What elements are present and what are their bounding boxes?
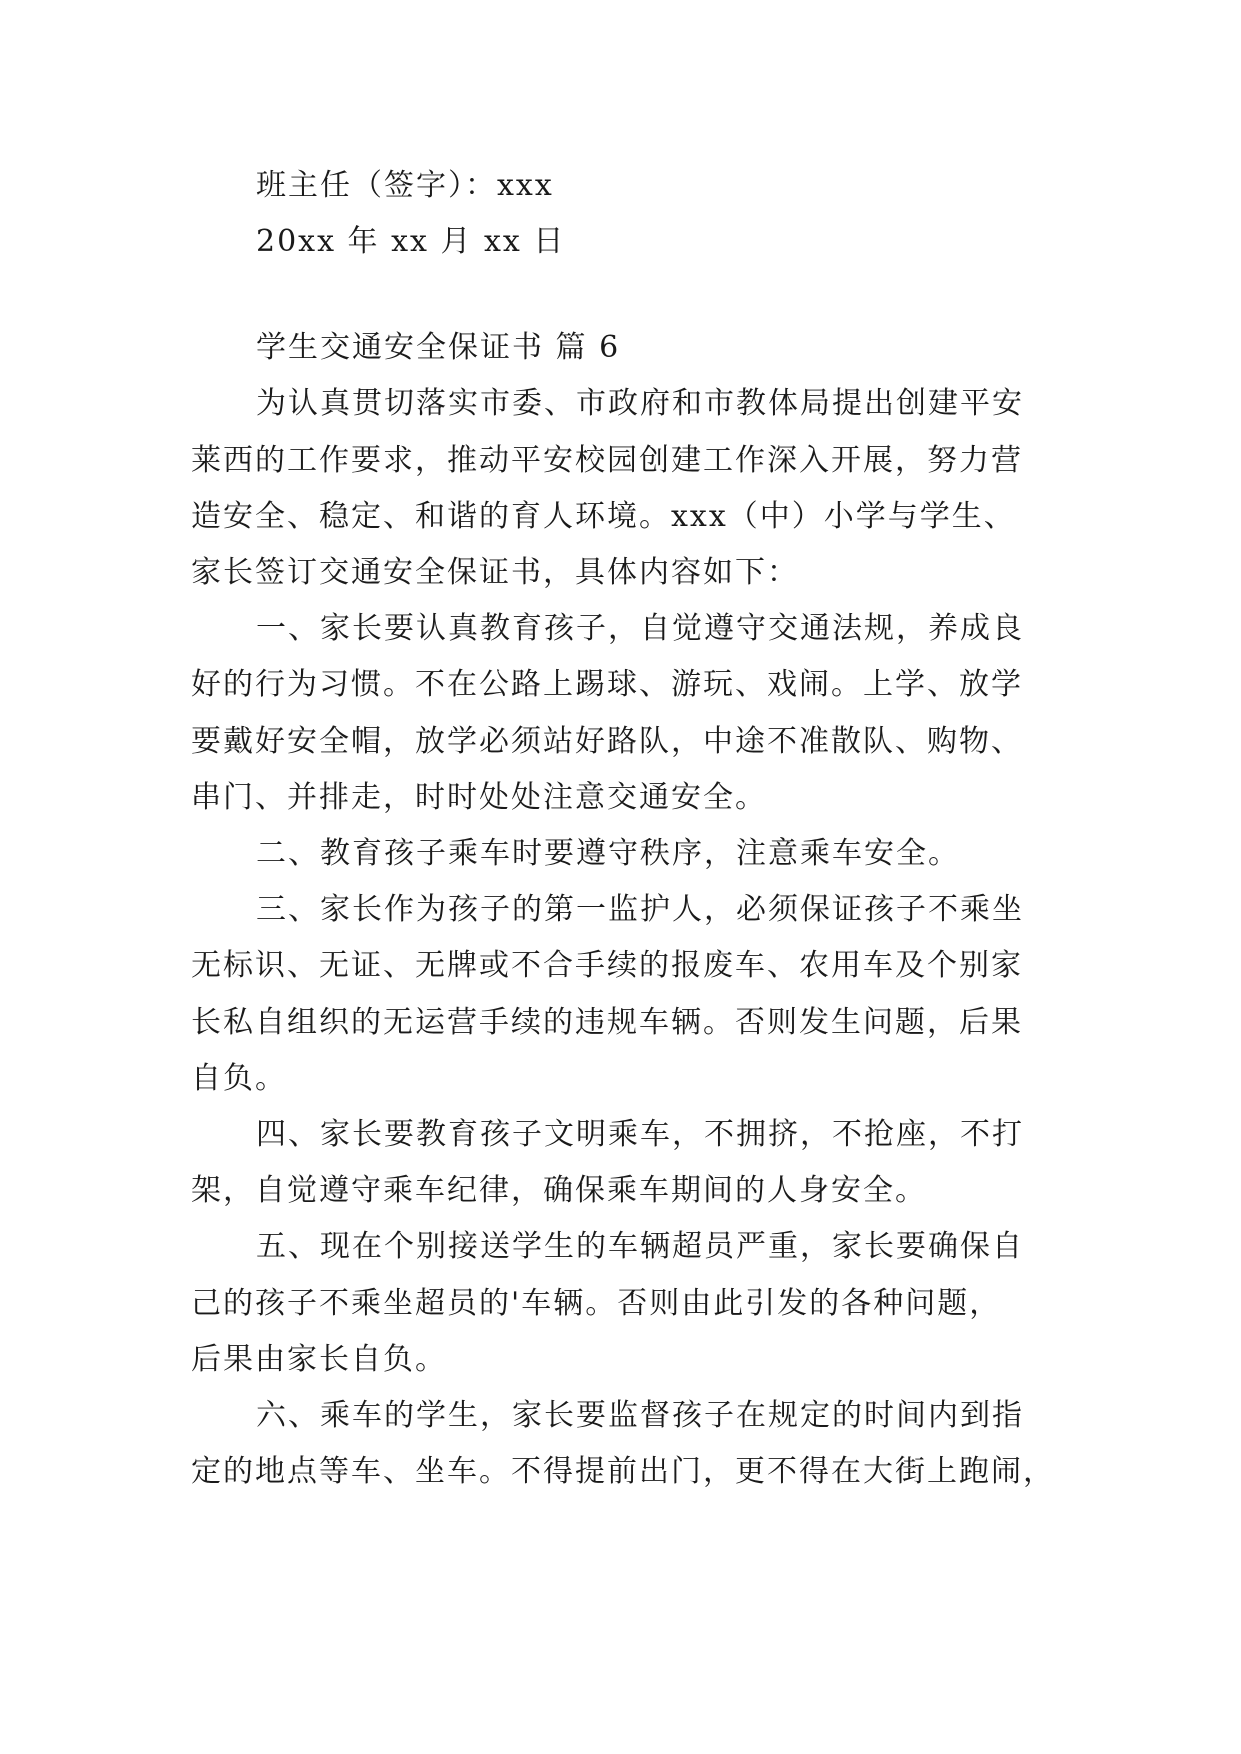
date-line: 20xx 年 xx 月 xx 日 [256,224,566,259]
paragraph-line: 自负。 [191,1061,287,1096]
paragraph-line: 五、现在个别接送学生的车辆超员严重，家长要确保自 [256,1229,1024,1264]
paragraph-line: 架，自觉遵守乘车纪律，确保乘车期间的人身安全。 [191,1173,927,1208]
paragraph-line: 四、家长要教育孩子文明乘车，不拥挤，不抢座，不打 [256,1117,1024,1152]
paragraph-line: 莱西的工作要求，推动平安校园创建工作深入开展，努力营 [191,443,1023,478]
paragraph-line: 家长签订交通安全保证书，具体内容如下： [191,555,799,590]
paragraph-line: 要戴好安全帽，放学必须站好路队，中途不准散队、购物、 [191,724,1023,759]
section-title: 学生交通安全保证书 篇 6 [256,330,621,365]
paragraph-line: 六、乘车的学生，家长要监督孩子在规定的时间内到指 [256,1398,1024,1433]
paragraph-line: 一、家长要认真教育孩子，自觉遵守交通法规，养成良 [256,611,1024,646]
paragraph-line: 己的孩子不乘坐超员的'车辆。否则由此引发的各种问题， [191,1286,1002,1321]
paragraph-line: 为认真贯切落实市委、市政府和市教体局提出创建平安 [256,386,1024,421]
paragraph-line: 后果由家长自负。 [191,1342,447,1377]
teacher-signature-line: 班主任（签字）：xxx [256,168,554,203]
paragraph-line: 三、家长作为孩子的第一监护人，必须保证孩子不乘坐 [256,892,1024,927]
paragraph-line: 串门、并排走，时时处处注意交通安全。 [191,780,767,815]
paragraph-line: 长私自组织的无运营手续的违规车辆。否则发生问题，后果 [191,1005,1023,1040]
paragraph-line: 好的行为习惯。不在公路上踢球、游玩、戏闹。上学、放学 [191,667,1023,702]
paragraph-line: 无标识、无证、无牌或不合手续的报废车、农用车及个别家 [191,948,1023,983]
paragraph-line: 造安全、稳定、和谐的育人环境。xxx（中）小学与学生、 [191,499,1016,534]
paragraph-line: 定的地点等车、坐车。不得提前出门，更不得在大街上跑闹， [191,1454,1055,1489]
paragraph-line: 二、教育孩子乘车时要遵守秩序，注意乘车安全。 [256,836,960,871]
